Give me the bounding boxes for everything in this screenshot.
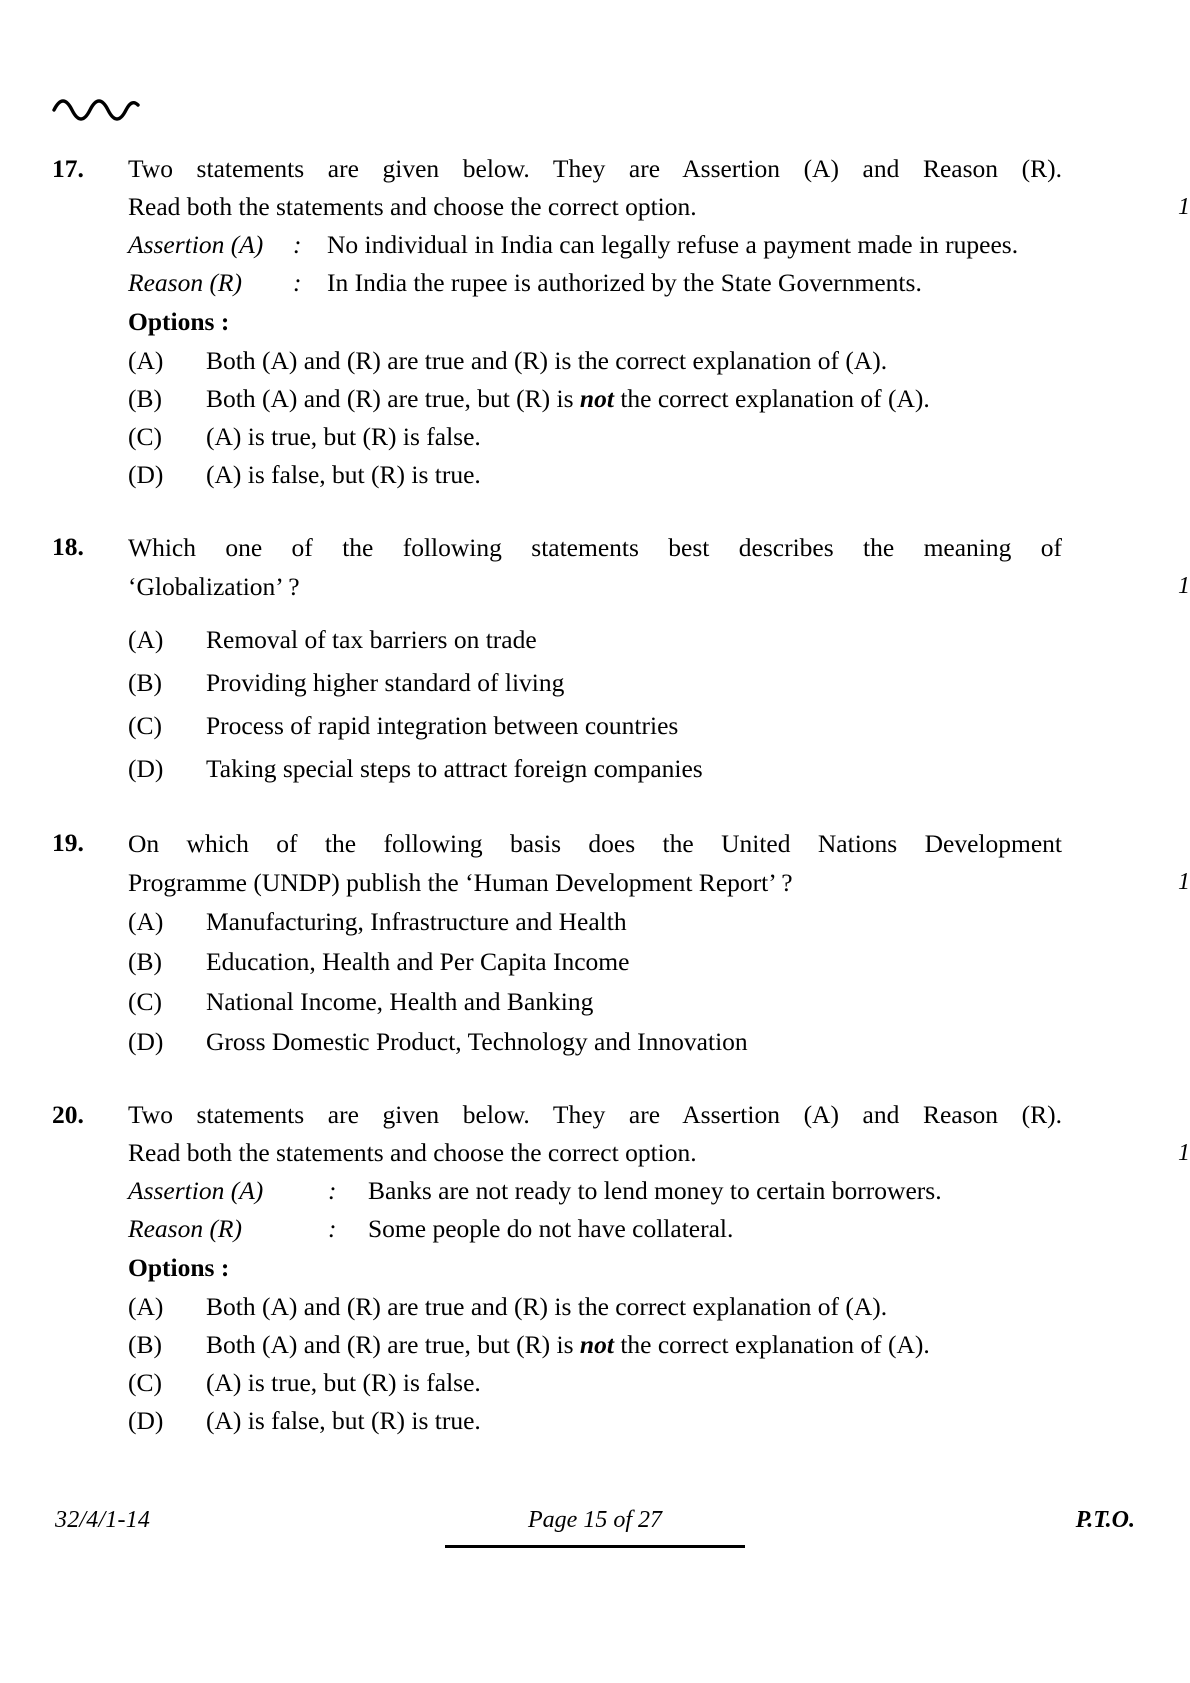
question-18-option-b[interactable] (128, 661, 1062, 704)
option-text: Gross Domestic Product, Technology and Innovation (206, 1027, 748, 1056)
question-18-stem-line-1: Which one of the following statements best describes the meaning of (128, 533, 1062, 562)
option-text: Manufacturing, Infrastructure and Health (206, 907, 627, 936)
questions-container (0, 150, 1190, 1440)
reason-label: Reason (R) (128, 268, 243, 297)
option-text: (A) is false, but (R) is true. (206, 460, 481, 489)
spacer (0, 790, 1190, 824)
option-letter: (A) (128, 346, 164, 375)
reason-colon: : (328, 1214, 337, 1243)
question-20-option-c[interactable] (128, 1364, 1062, 1402)
option-text: Both (A) and (R) are true and (R) is the correct explanation of (A). (206, 346, 888, 375)
paper-code: 32/4/1-14 (55, 1507, 151, 1533)
question-17-option-a[interactable] (128, 342, 1062, 380)
option-emphasis: not (579, 384, 614, 413)
option-letter: (A) (128, 1292, 164, 1321)
question-17-option-c[interactable] (128, 418, 1062, 456)
footer-divider (445, 1545, 745, 1548)
question-20-option-a[interactable] (128, 1288, 1062, 1326)
question-17-stem-line-2: Read both the statements and choose the correct option. (128, 192, 697, 221)
question-20-assertion-row (128, 1172, 1062, 1210)
question-19-stem-line-1: On which of the following basis does the United Nations Development (128, 829, 1062, 858)
question-20-reason-row (128, 1210, 1062, 1248)
question-20-option-b[interactable] (128, 1326, 1062, 1364)
question-19-option-d[interactable] (128, 1022, 1062, 1062)
option-text: Both (A) and (R) are true and (R) is the correct explanation of (A). (206, 1292, 888, 1321)
question-19-option-a[interactable] (128, 902, 1062, 942)
option-letter: (C) (128, 987, 162, 1016)
option-text: (A) is true, but (R) is false. (206, 422, 481, 451)
question-17-assertion-text: No individual in India can legally refuse a payment made in rupees. (327, 230, 1019, 259)
question-17-reason-row (128, 264, 1062, 302)
question-17-option-b[interactable] (128, 380, 1062, 418)
question-20-number: 20. (52, 1100, 84, 1129)
option-letter: (C) (128, 422, 162, 451)
assertion-label: Assertion (A) (128, 1176, 264, 1205)
page-footer (0, 1507, 1190, 1553)
option-text: (A) is false, but (R) is true. (206, 1406, 481, 1435)
wavy-line-icon (52, 96, 148, 122)
pto-label: P.T.O. (1075, 1507, 1135, 1533)
option-text-after: the correct explanation of (A). (613, 1330, 930, 1359)
question-17-stem-line-1: Two statements are given below. They are Assertion (A) and Reason (R). (128, 154, 1062, 183)
assertion-label: Assertion (A) (128, 230, 264, 259)
option-text (206, 1326, 1062, 1364)
option-text: Providing higher standard of living (206, 668, 565, 697)
question-20-options-heading: Options : (128, 1253, 230, 1282)
question-17-number: 17. (52, 154, 84, 183)
question-20-stem-line-2: Read both the statements and choose the correct option. (128, 1138, 697, 1167)
question-18-option-d[interactable] (128, 747, 1062, 790)
question-19-option-b[interactable] (128, 942, 1062, 982)
option-text (206, 380, 1062, 418)
option-text-before: Both (A) and (R) are true, but (R) is (206, 384, 580, 413)
spacer (0, 1062, 1190, 1096)
option-letter: (D) (128, 460, 164, 489)
option-text: Removal of tax barriers on trade (206, 625, 537, 654)
question-20-option-d[interactable] (128, 1402, 1062, 1440)
option-letter: (B) (128, 1330, 162, 1359)
question-17-option-d[interactable] (128, 456, 1062, 494)
option-emphasis: not (579, 1330, 614, 1359)
question-17-marks: 1 (1178, 194, 1190, 220)
question-19-number: 19. (52, 828, 84, 857)
option-text: National Income, Health and Banking (206, 987, 594, 1016)
page-number-label: Page 15 of 27 (528, 1507, 662, 1533)
option-text: Process of rapid integration between countries (206, 711, 679, 740)
option-text: (A) is true, but (R) is false. (206, 1368, 481, 1397)
assertion-colon: : (293, 230, 302, 259)
question-19-option-c[interactable] (128, 982, 1062, 1022)
option-letter: (A) (128, 625, 164, 654)
question-18 (0, 528, 1190, 790)
reason-colon: : (293, 268, 302, 297)
question-17-assertion-row (128, 226, 1062, 264)
option-letter: (D) (128, 1027, 164, 1056)
question-18-stem-line-2: ‘Globalization’ ? (128, 572, 300, 601)
question-20-stem-line-1: Two statements are given below. They are Assertion (A) and Reason (R). (128, 1100, 1062, 1129)
option-letter: (C) (128, 711, 162, 740)
assertion-colon: : (328, 1176, 337, 1205)
option-text: Education, Health and Per Capita Income (206, 947, 630, 976)
question-18-marks: 1 (1178, 573, 1190, 599)
question-19-marks: 1 (1178, 869, 1190, 895)
question-20-reason-text: Some people do not have collateral. (368, 1214, 734, 1243)
option-letter: (B) (128, 947, 162, 976)
question-19 (0, 824, 1190, 1062)
question-17-options-heading: Options : (128, 307, 230, 336)
question-20 (0, 1096, 1190, 1440)
option-letter: (B) (128, 668, 162, 697)
option-text-after: the correct explanation of (A). (613, 384, 930, 413)
option-letter: (B) (128, 384, 162, 413)
option-text-before: Both (A) and (R) are true, but (R) is (206, 1330, 580, 1359)
option-letter: (D) (128, 754, 164, 783)
question-20-marks: 1 (1178, 1140, 1190, 1166)
option-letter: (A) (128, 907, 164, 936)
option-text: Taking special steps to attract foreign companies (206, 754, 703, 783)
question-19-stem-line-2: Programme (UNDP) publish the ‘Human Development Report’ ? (128, 868, 793, 897)
question-18-option-a[interactable] (128, 618, 1062, 661)
question-20-assertion-text: Banks are not ready to lend money to certain borrowers. (368, 1176, 942, 1205)
option-letter: (D) (128, 1406, 164, 1435)
option-letter: (C) (128, 1368, 162, 1397)
reason-label: Reason (R) (128, 1214, 243, 1243)
question-17 (0, 150, 1190, 494)
spacer (0, 494, 1190, 528)
question-18-option-c[interactable] (128, 704, 1062, 747)
spacer (0, 606, 1190, 618)
question-17-reason-text: In India the rupee is authorized by the State Governments. (327, 268, 922, 297)
question-18-number: 18. (52, 532, 84, 561)
